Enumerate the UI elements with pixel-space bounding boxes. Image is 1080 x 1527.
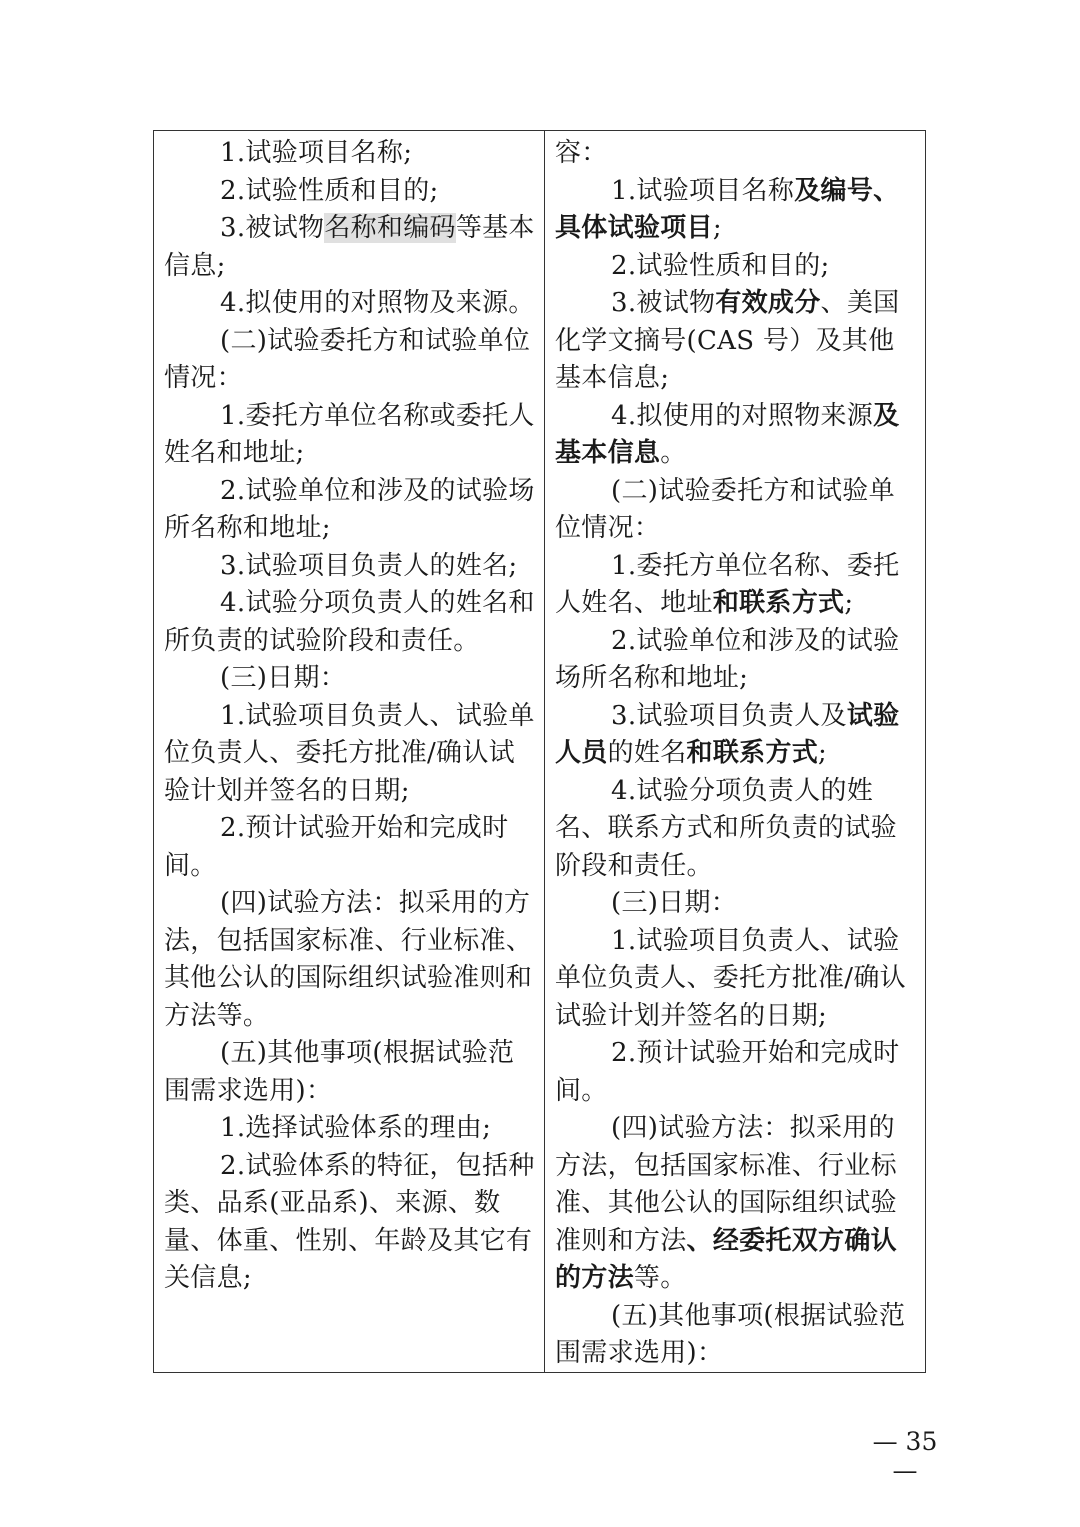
section-heading: (四)试验方法：拟采用的方法，包括国家标准、行业标准、其他公认的国际组织试验准则和方法等。 <box>164 888 533 1031</box>
paragraph: 1.选择试验体系的理由; <box>220 1113 492 1143</box>
section-heading: (五)其他事项(根据试验范围需求选用)： <box>164 1038 515 1106</box>
paragraph: 2.试验体系的特征，包括种类、品系(亚品系)、来源、数量、体重、性别、年龄及其它有关信息; <box>164 1150 535 1293</box>
text-run: 。 <box>660 438 687 468</box>
paragraph <box>555 398 917 473</box>
text-run: 1.试验项目名称 <box>611 175 795 206</box>
paragraph: 2.试验性质和目的; <box>220 175 439 206</box>
paragraph: 4.试验分项负责人的姓名和所负责的试验阶段和责任。 <box>164 588 535 656</box>
section-heading <box>555 1110 917 1298</box>
bold-text: 和联系方式 <box>712 588 845 618</box>
paragraph: 2.试验单位和涉及的试验场所名称和地址; <box>555 625 900 693</box>
text-run: 4.拟使用的对照物来源 <box>611 400 874 431</box>
paragraph: 1.试验项目名称; <box>220 138 413 168</box>
paragraph <box>555 548 917 623</box>
paragraph <box>555 285 917 398</box>
paragraph: 1.委托方单位名称或委托人姓名和地址; <box>164 400 535 468</box>
paragraph: 2.试验单位和涉及的试验场所名称和地址; <box>164 475 535 543</box>
paragraph: 1.试验项目负责人、试验单位负责人、委托方批准/确认试验计划并签名的日期; <box>555 925 906 1031</box>
right-column <box>545 131 925 1372</box>
section-heading: (五)其他事项(根据试验范围需求选用)： <box>555 1300 906 1368</box>
bold-text: 有效成分 <box>715 288 821 318</box>
text-run: ; <box>712 213 722 243</box>
section-heading: (二)试验委托方和试验单位情况： <box>164 325 531 393</box>
text-run: 等基本信息; <box>164 213 535 281</box>
text-run: 1.委托方单位名称、委托人姓名、地址 <box>555 550 900 618</box>
text-run: 3.被试物 <box>220 213 325 243</box>
text-run: 3.试验项目负责人及 <box>611 700 847 731</box>
text-run: (四)试验方法：拟采用的方法，包括国家标准、行业标准、其他公认的国际组织试验准则和方法 <box>555 1113 897 1256</box>
bold-text: 及编号、具体试验项目 <box>555 175 900 243</box>
highlighted-text: 名称和编码 <box>324 213 456 243</box>
paragraph <box>164 210 536 285</box>
text-run: 等。 <box>633 1263 687 1293</box>
comparison-table <box>153 130 926 1373</box>
paragraph: 2.试验性质和目的; <box>611 250 830 281</box>
paragraph <box>555 173 917 248</box>
section-heading: (三)日期： <box>220 663 347 693</box>
paragraph: 4.拟使用的对照物及来源。 <box>220 288 535 318</box>
paragraph: 4.试验分项负责人的姓名、联系方式和所负责的试验阶段和责任。 <box>555 775 897 881</box>
section-heading: (二)试验委托方和试验单位情况： <box>555 475 895 543</box>
page-number: — 35 — <box>872 1427 938 1485</box>
paragraph: 2.预计试验开始和完成时间。 <box>164 813 509 881</box>
bold-text: 及基本信息 <box>555 400 900 468</box>
text-run: ; <box>844 588 854 618</box>
left-column <box>154 131 545 1372</box>
bold-text: 试验人员 <box>555 700 900 768</box>
section-heading: (三)日期： <box>611 888 738 918</box>
bold-text: 、经委托双方确认的方法 <box>555 1225 897 1293</box>
paragraph: 1.试验项目负责人、试验单位负责人、委托方批准/确认试验计划并签名的日期; <box>164 700 535 806</box>
paragraph: 容： <box>555 138 608 168</box>
text-run: 的姓名 <box>607 738 687 768</box>
paragraph: 3.试验项目负责人的姓名; <box>220 550 518 581</box>
paragraph <box>555 698 917 773</box>
text-run: 3.被试物 <box>611 288 716 318</box>
text-run: ; <box>818 738 828 768</box>
text-run: 、美国化学文摘号(CAS 号）及其他基本信息; <box>555 288 900 393</box>
paragraph: 2.预计试验开始和完成时间。 <box>555 1038 900 1106</box>
bold-text: 和联系方式 <box>686 738 819 768</box>
